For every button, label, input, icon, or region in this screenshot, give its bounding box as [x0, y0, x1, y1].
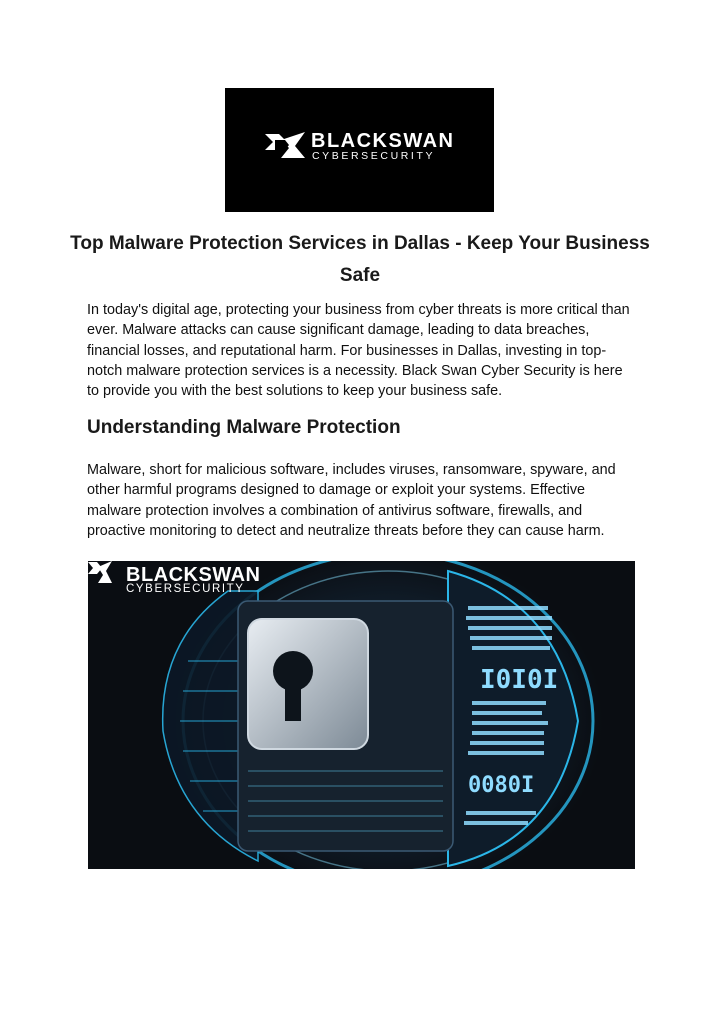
section-heading: Understanding Malware Protection: [87, 417, 401, 438]
page-title: Top Malware Protection Services in Dallas - Keep Your Business Safe: [70, 233, 650, 286]
hero-logo-wordmark: BLACKSWAN: [126, 564, 261, 586]
hero-image: [88, 561, 635, 869]
shield-lock-illustration: [88, 561, 635, 869]
hero-logo-subtitle: CYBERSECURITY: [126, 583, 245, 595]
hero-code-text: I0I0I: [480, 665, 559, 695]
logo-subtitle: CYBERSECURITY: [312, 150, 436, 162]
section-paragraph: Malware, short for malicious software, includes viruses, ransomware, spyware, and other harmful programs designed to damage or exploit your systems. Effective malware protection involves a combination of antivirus software, firewalls, and proactive monitoring to detect and neutralize threats before they can cause harm.: [87, 462, 616, 539]
hero-swan-logo-icon: [88, 561, 112, 583]
swan-logo-icon: [265, 132, 305, 158]
brand-logo: [225, 88, 494, 212]
intro-paragraph: In today's digital age, protecting your business from cyber threats is more critical than ever. Malware attacks can cause significant damage, leading to data breaches, financial losses, and reputational harm. For businesses in Dallas, investing in top-notch malware protection services is a necessity. Black Swan Cyber Security is here to provide you with the best solutions to keep your business safe.: [87, 302, 630, 400]
hero-code-text-2: 0080I: [468, 773, 535, 798]
logo-wordmark: BLACKSWAN: [311, 130, 455, 152]
